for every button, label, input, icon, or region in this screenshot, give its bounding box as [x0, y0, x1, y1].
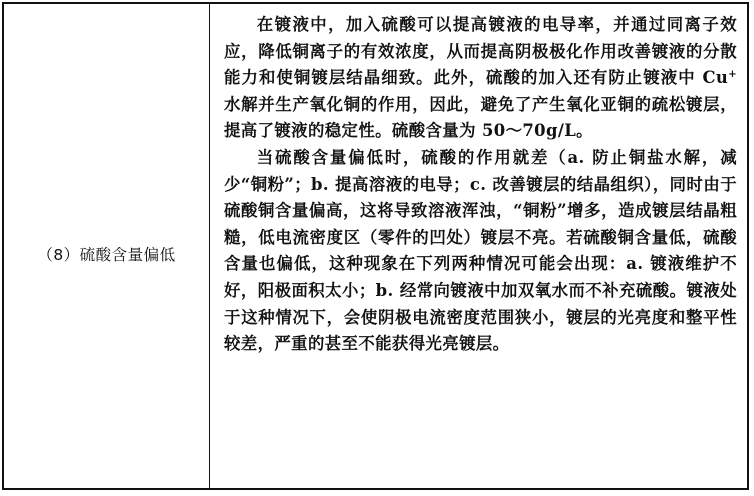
superscript-plus: +	[728, 69, 737, 81]
paragraph-1-text-b: 水解并生产氧化铜的作用，因此，避免了产生氧化亚铜的疏松镀层，提高了镀液的稳定性。硫酸含量为 50～70g/L。	[224, 94, 737, 141]
label-cell	[4, 4, 210, 488]
paragraph-2: 当硫酸含量偏低时，硫酸的作用就差（a. 防止铜盐水解，减少“铜粉”；b. 提高溶液的电导；c. 改善镀层的结晶组织），同时由于硫酸铜含量偏高，这将导致溶液浑浊，“铜粉”增多，造成镀层结晶粗糙，低电流密度区（零件的凹处）镀层不亮。若硫酸铜含量低，硫酸含量也偏低，这种现象在下列两种情况可能会出现：a. 镀液维护不好，阳极面积太小；b. 经常向镀液中加双氧水而不补充硫酸。镀液处于这种情况下，会使阴极电流密度范围狭小，镀层的光亮度和整平性较差，严重的甚至不能获得光亮镀层。	[224, 147, 737, 354]
description-cell	[210, 4, 747, 488]
row-label: （8）硫酸含量偏低	[37, 246, 176, 264]
paragraph-1	[224, 12, 737, 145]
paragraph-1-text-a: 在镀液中，加入硫酸可以提高镀液的电导率，并通过同离子效应，降低铜离子的有效浓度，从而提高阴极极化作用改善镀液的分散能力和使铜镀层结晶细致。此外，硫酸的加入还有防止镀液中 Cu	[224, 15, 737, 88]
document-table	[2, 2, 749, 490]
